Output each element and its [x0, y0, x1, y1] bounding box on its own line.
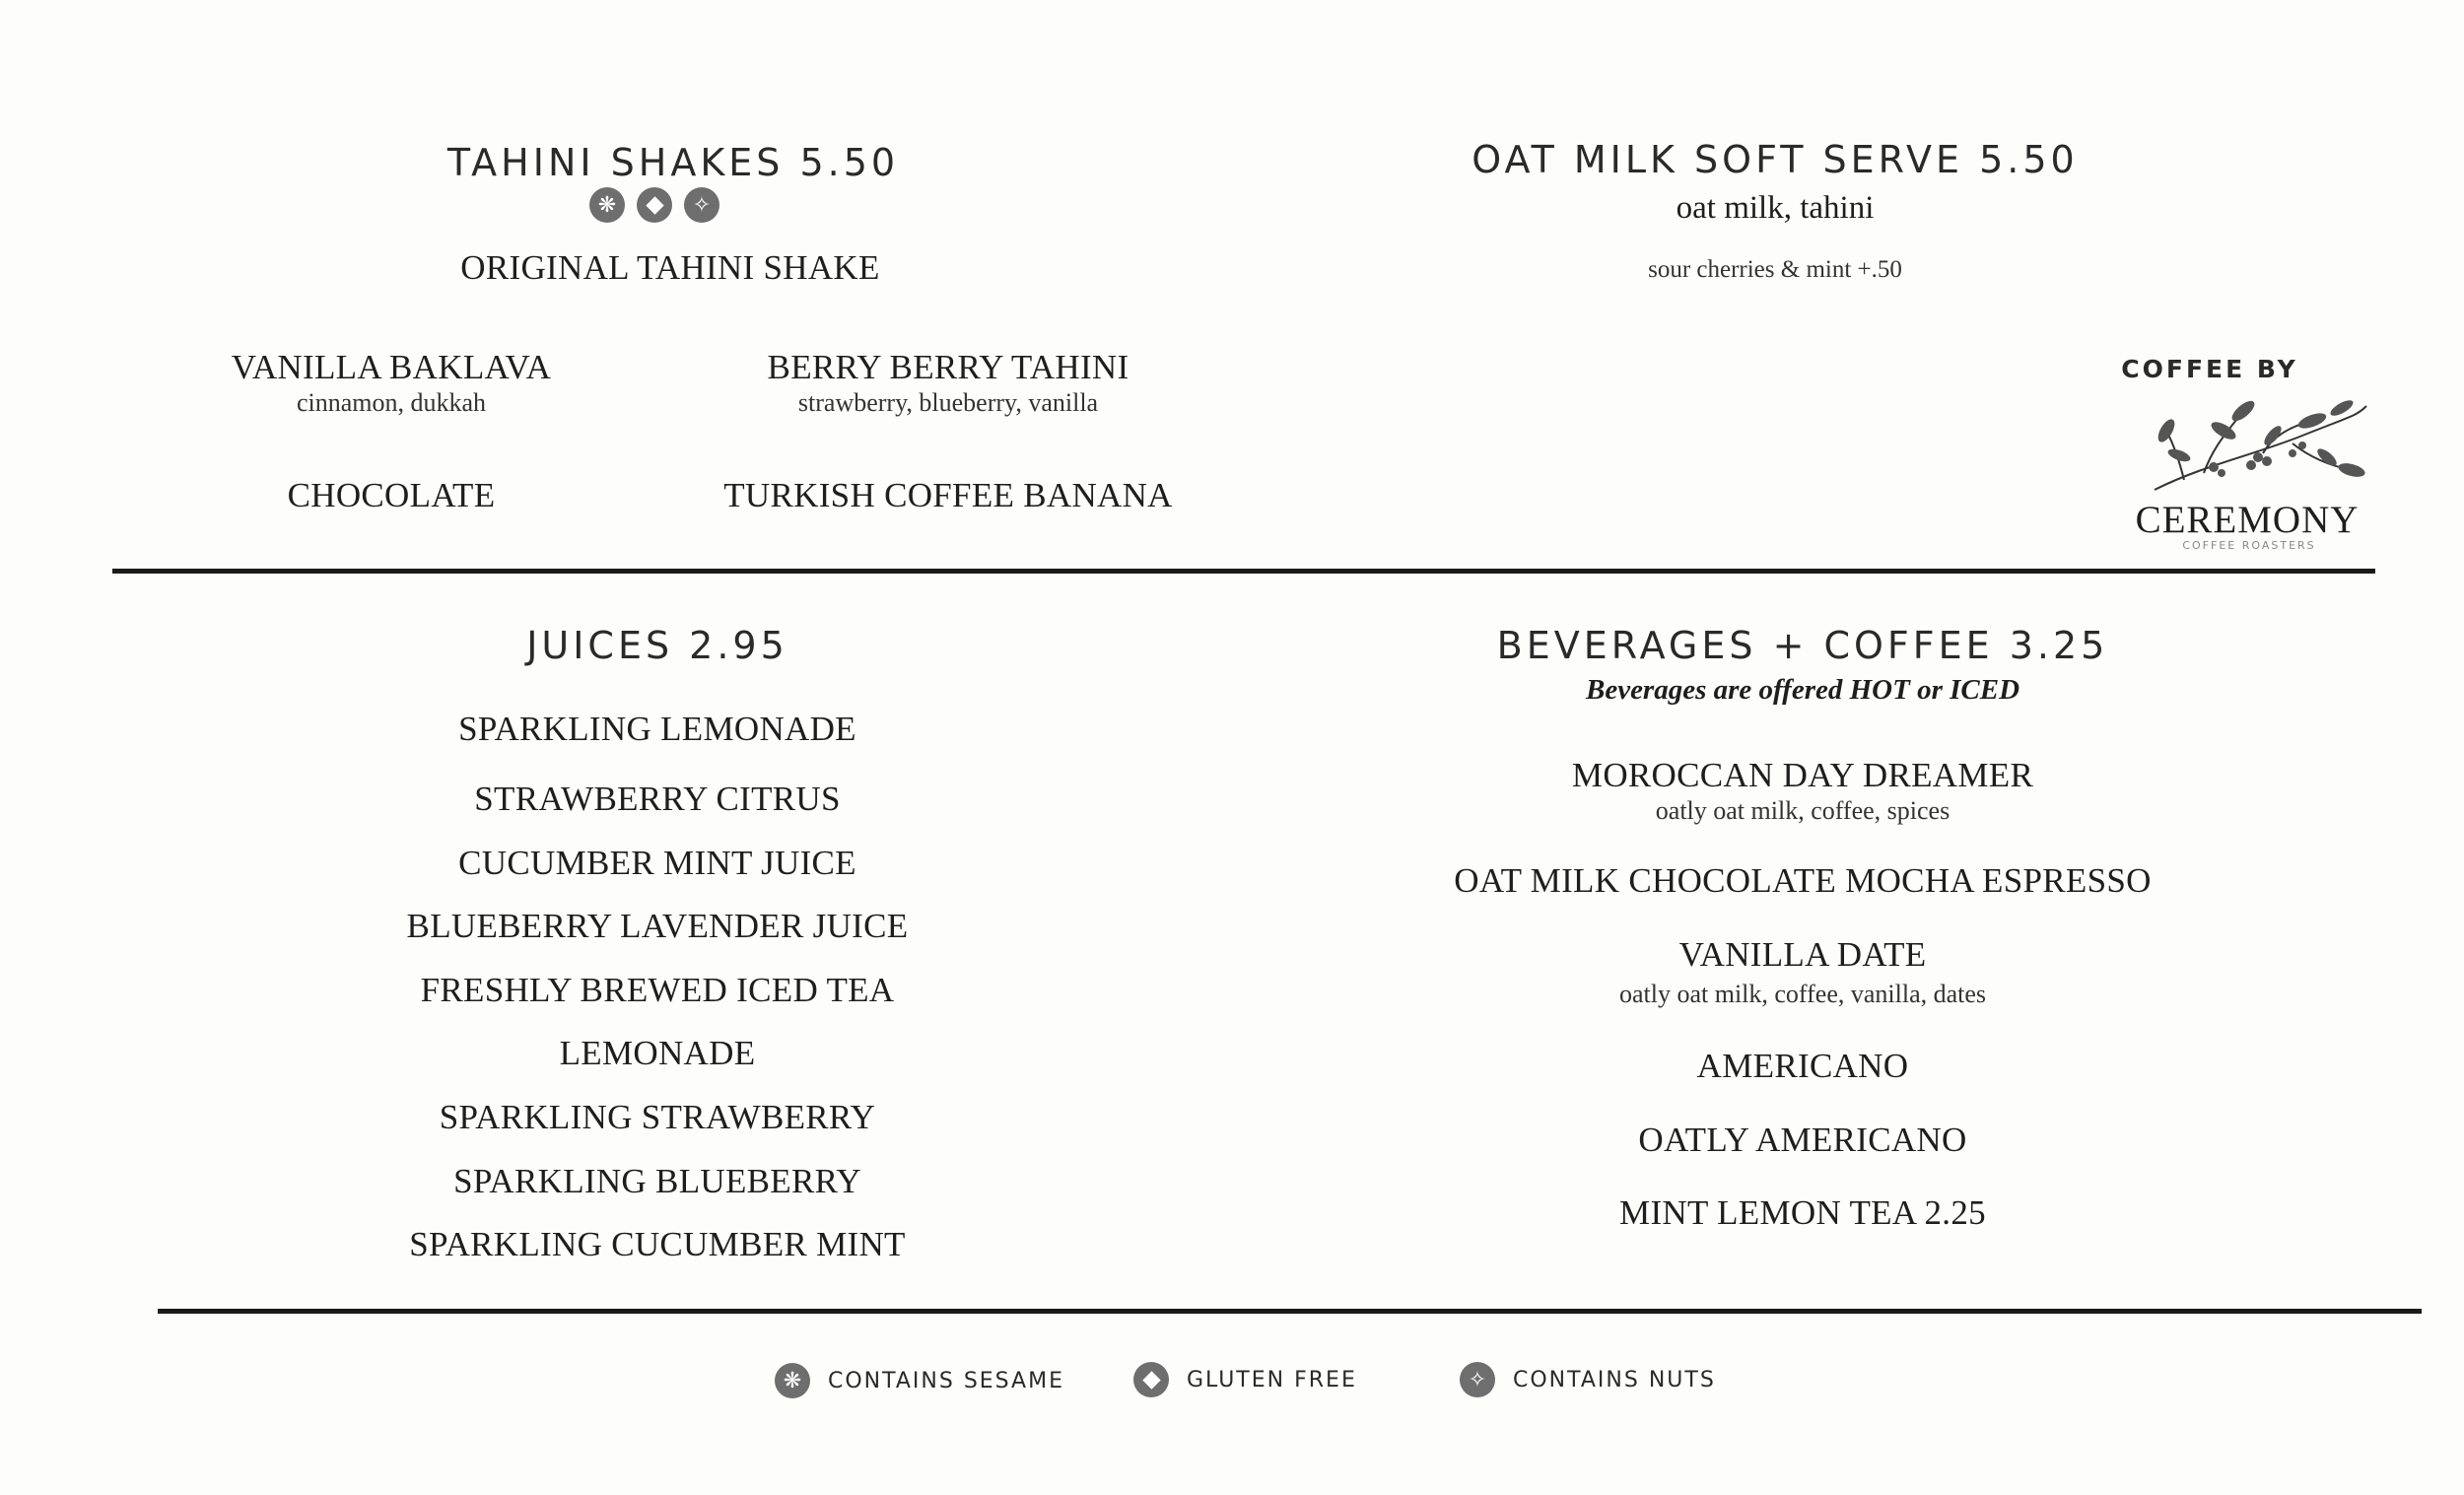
legend-sesame [775, 1363, 1064, 1398]
chocolate-shake: CHOCOLATE [287, 476, 496, 514]
juice-item: CUCUMBER MINT JUICE [458, 844, 856, 882]
nuts-icon: ✧ [684, 187, 719, 223]
juice-item: BLUEBERRY LAVENDER JUICE [406, 907, 909, 945]
coffee-by-label: COFFEE BY [2121, 355, 2298, 383]
beverages-title: BEVERAGES + COFFEE 3.25 [1496, 624, 2109, 667]
original-tahini-shake: ORIGINAL TAHINI SHAKE [460, 248, 880, 287]
tahini-allergen-badges [589, 187, 719, 223]
soft-serve-desc: oat milk, tahini [1676, 190, 1875, 226]
oat-milk-mocha: OAT MILK CHOCOLATE MOCHA ESPRESSO [1454, 861, 2152, 900]
vanilla-baklava-desc: cinnamon, dukkah [296, 388, 487, 417]
juice-item: SPARKLING LEMONADE [458, 710, 856, 748]
ceremony-brand-sub: COFFEE ROASTERS [2182, 539, 2316, 552]
legend-nuts-label: CONTAINS NUTS [1513, 1367, 1716, 1393]
soft-serve-title: OAT MILK SOFT SERVE 5.50 [1472, 138, 2079, 181]
legend-gluten-free-label: GLUTEN FREE [1187, 1367, 1357, 1393]
juice-item: LEMONADE [559, 1034, 756, 1072]
juice-item: STRAWBERRY CITRUS [474, 780, 841, 818]
turkish-coffee-banana: TURKISH COFFEE BANANA [723, 476, 1173, 514]
moroccan-day-dreamer-name: MOROCCAN DAY DREAMER [1571, 756, 2034, 794]
nuts-icon: ✧ [1460, 1362, 1495, 1397]
berry-berry-tahini-desc: strawberry, blueberry, vanilla [797, 388, 1099, 417]
section-divider-bottom [158, 1309, 2422, 1314]
legend-nuts [1460, 1362, 1716, 1397]
beverages-note: Beverages are offered HOT or ICED [1585, 674, 2020, 706]
moroccan-day-dreamer-desc: oatly oat milk, coffee, spices [1655, 796, 1951, 825]
vanilla-date-name: VANILLA DATE [1678, 935, 1927, 974]
vanilla-date-desc: oatly oat milk, coffee, vanilla, dates [1618, 980, 1987, 1008]
section-divider-top [112, 569, 2375, 574]
legend-gluten-free [1133, 1362, 1357, 1397]
vanilla-baklava-name: VANILLA BAKLAVA [231, 348, 552, 386]
oatly-americano: OATLY AMERICANO [1638, 1121, 1967, 1159]
juice-item: SPARKLING BLUEBERRY [453, 1162, 861, 1200]
juice-item: SPARKLING CUCUMBER MINT [409, 1225, 906, 1263]
juice-item: FRESHLY BREWED ICED TEA [420, 971, 895, 1009]
gluten-free-icon [1133, 1362, 1169, 1397]
berry-berry-tahini-name: BERRY BERRY TAHINI [767, 348, 1129, 386]
gluten-free-icon [637, 187, 672, 223]
tahini-shakes-title: TAHINI SHAKES 5.50 [446, 141, 900, 184]
juice-item: SPARKLING STRAWBERRY [439, 1098, 876, 1136]
soft-serve-addon: sour cherries & mint +.50 [1648, 256, 1902, 283]
legend-sesame-label: CONTAINS SESAME [828, 1368, 1064, 1393]
americano: AMERICANO [1696, 1047, 1909, 1085]
juices-title: JUICES 2.95 [526, 624, 788, 667]
sesame-icon: ❋ [775, 1363, 810, 1398]
mint-lemon-tea: MINT LEMON TEA 2.25 [1619, 1193, 1986, 1232]
sesame-icon: ❋ [589, 187, 625, 223]
coffee-branch-icon [2145, 396, 2371, 505]
ceremony-brand-name: CEREMONY [2135, 499, 2360, 541]
